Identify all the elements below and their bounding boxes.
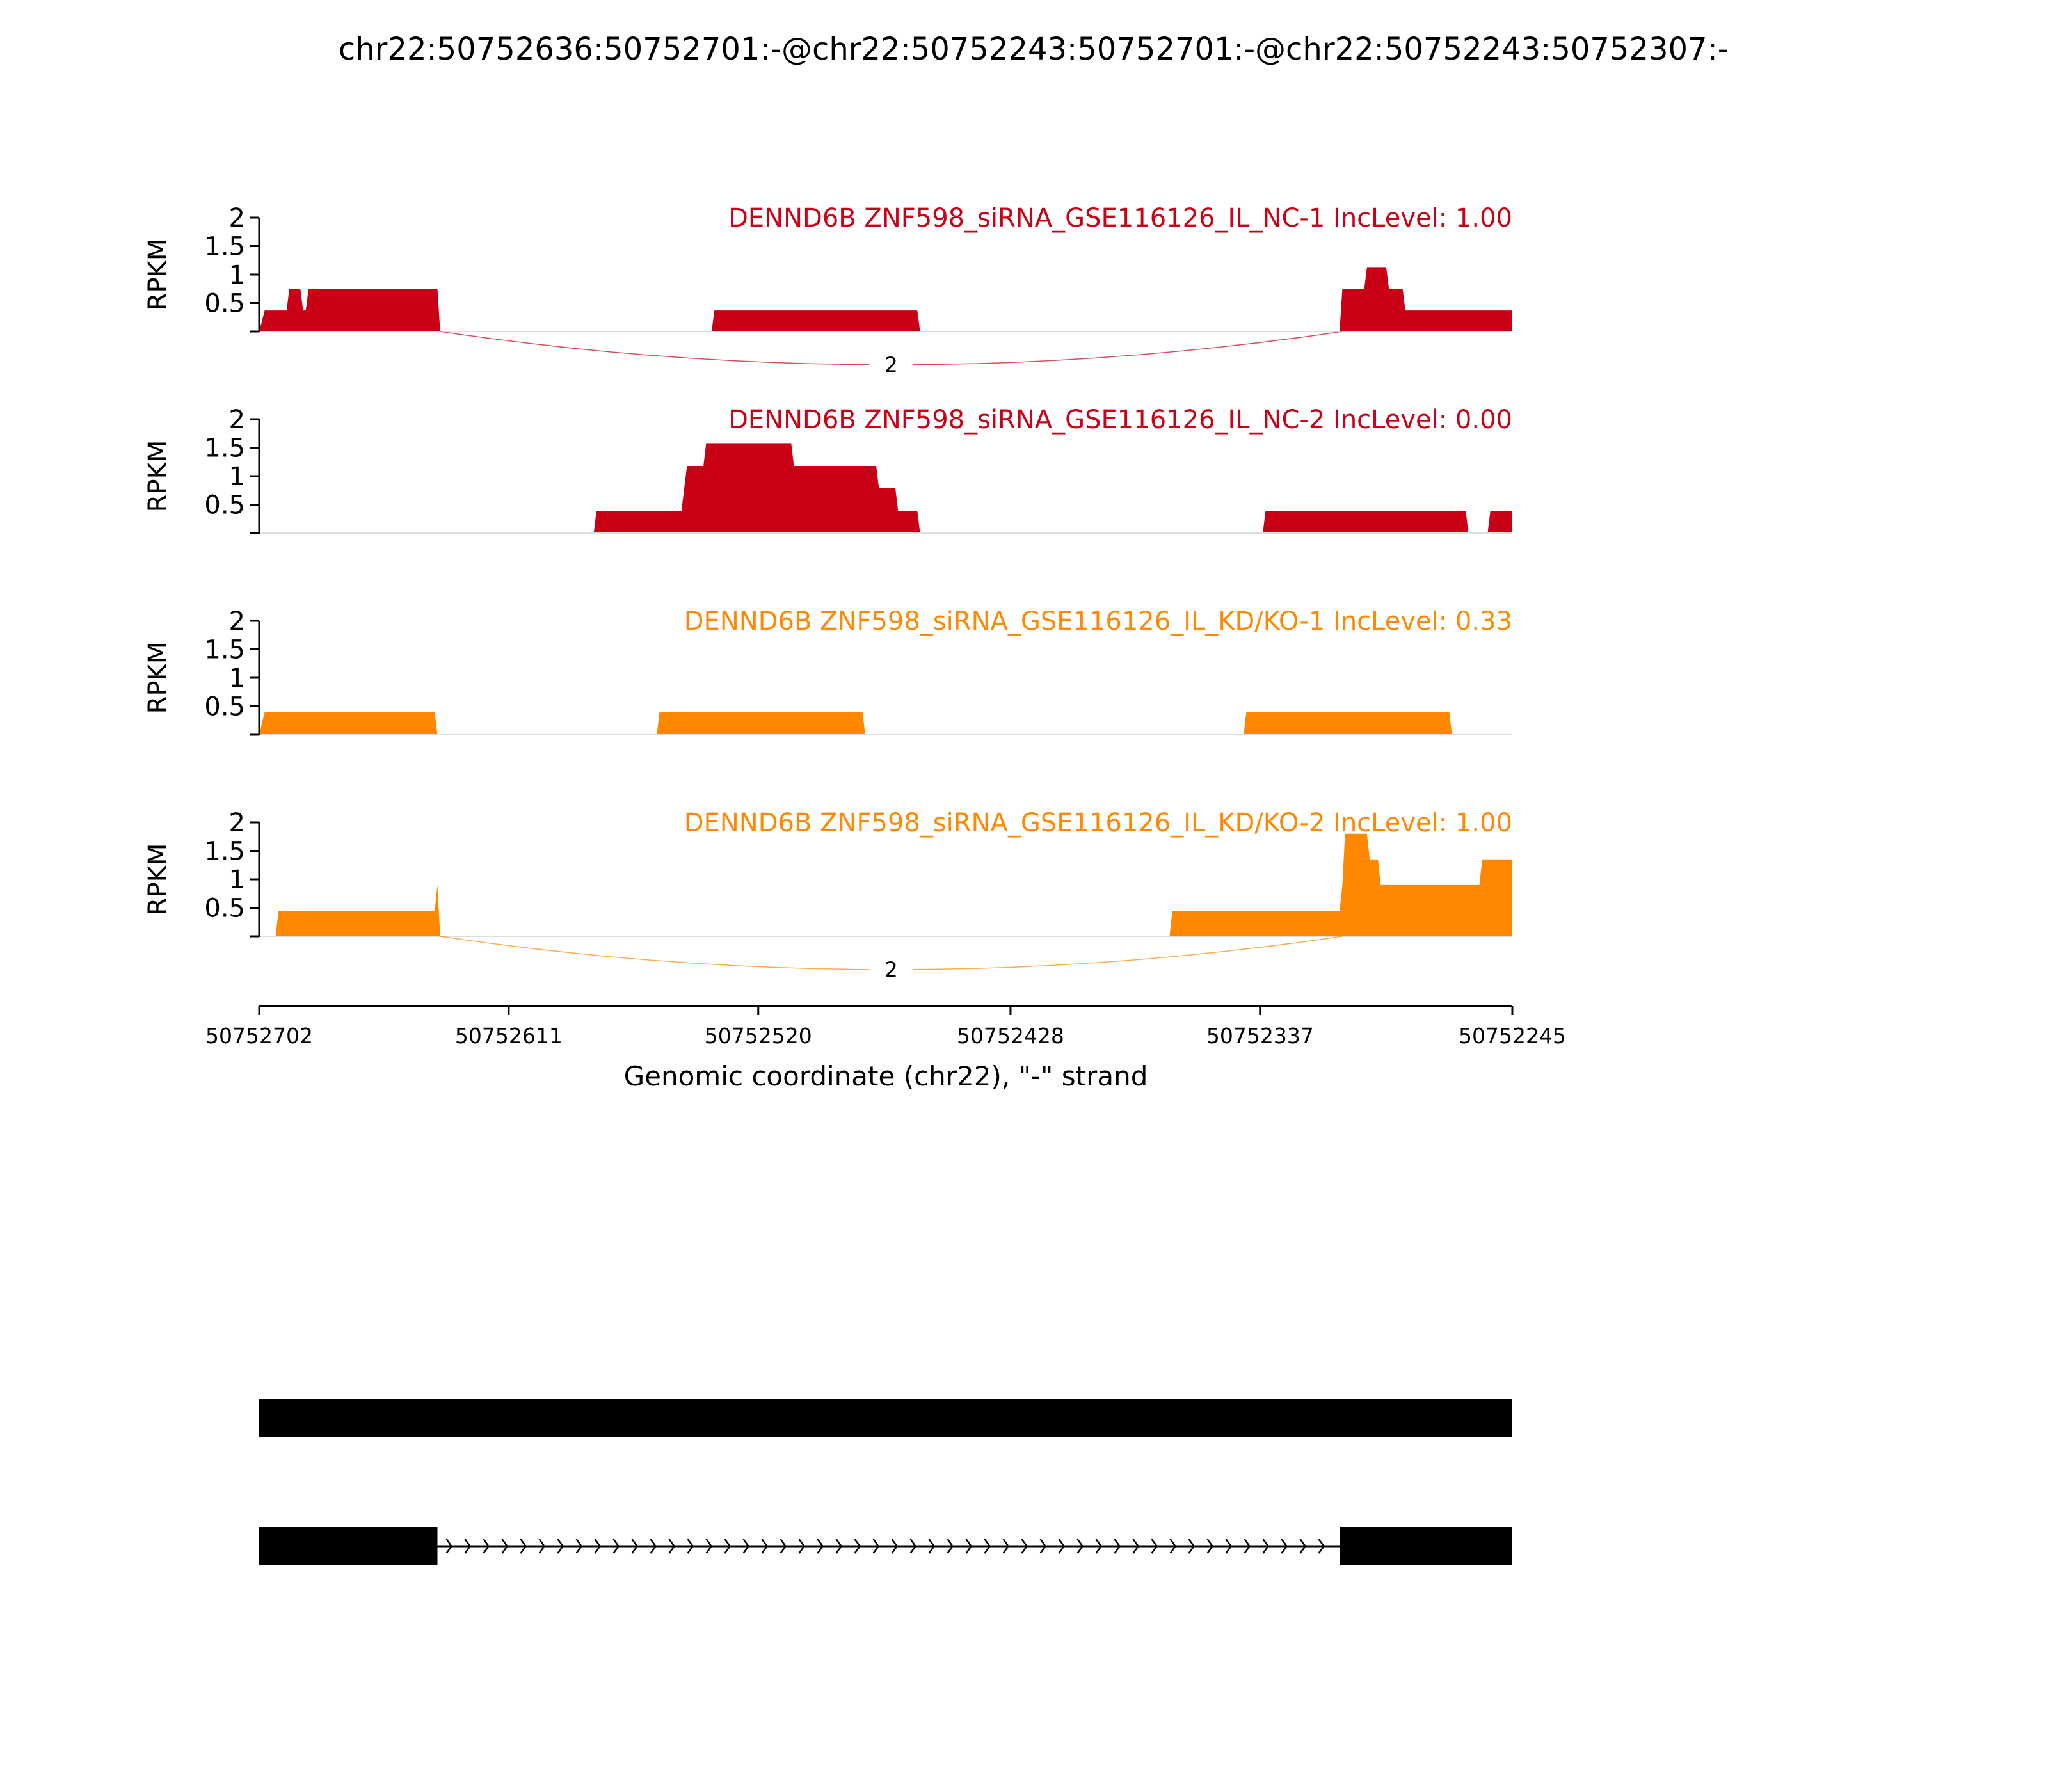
y-tick-label: 1 [228,664,245,693]
track-4 [143,808,1512,984]
exon-block [259,1399,1512,1437]
y-tick-label: 1.5 [204,836,245,867]
coverage-tracks [143,204,1512,984]
y-tick-label: 1.5 [204,635,245,665]
x-axis [205,1006,1566,1092]
y-tick-label: 1.5 [204,232,245,262]
coverage-area [259,443,1512,533]
y-tick-label: 0.5 [204,893,245,924]
y-tick-label: 1 [228,865,245,895]
figure-title: chr22:50752636:50752701:-@chr22:50752243:50752701:-@chr22:50752243:50752307:- [338,31,1729,67]
y-tick-label: 1 [228,462,245,492]
y-tick-label: 2 [228,808,245,838]
y-tick-label: 2 [228,204,245,233]
y-tick-label: 0.5 [204,289,245,319]
x-tick-label: 50752245 [1459,1023,1566,1048]
y-tick-label: 1.5 [204,433,245,463]
coverage-area [259,834,1512,936]
y-tick-label: 2 [228,607,245,636]
x-axis-label: Genomic coordinate (chr22), "-" strand [623,1060,1148,1092]
track-title: DENND6B ZNF598_siRNA_GSE116126_IL_KD/KO-2 IncLevel: 1.00 [684,808,1512,838]
x-tick-label: 50752702 [205,1023,313,1048]
track-title: DENND6B ZNF598_siRNA_GSE116126_IL_KD/KO-1 IncLevel: 0.33 [684,607,1512,636]
track-2 [143,405,1512,534]
y-axis-label: RPKM [143,238,173,311]
y-axis-label: RPKM [143,843,173,916]
junction-count-label: 2 [884,353,898,377]
junction-count-label: 2 [884,957,898,982]
y-tick-label: 0.5 [204,692,245,722]
exon-block [259,1527,437,1565]
y-tick-label: 2 [228,405,245,435]
track-title: DENND6B ZNF598_siRNA_GSE116126_IL_NC-2 IncLevel: 0.00 [728,405,1512,435]
exon-block [1340,1527,1512,1565]
y-axis-label: RPKM [143,440,173,513]
x-tick-label: 50752428 [956,1023,1064,1048]
gene-model-2 [259,1527,1512,1565]
gene-model-1 [259,1399,1512,1437]
track-1 [143,204,1512,379]
x-tick-label: 50752337 [1206,1023,1314,1048]
track-title: DENND6B ZNF598_siRNA_GSE116126_IL_NC-1 IncLevel: 1.00 [728,204,1512,233]
x-tick-label: 50752520 [704,1023,812,1048]
y-axis-label: RPKM [143,641,173,714]
coverage-area [259,712,1512,735]
track-3 [143,607,1512,735]
coverage-area [259,267,1512,332]
gene-models [259,1399,1512,1565]
y-tick-label: 1 [228,260,245,290]
y-tick-label: 0.5 [204,490,245,520]
x-tick-label: 50752611 [454,1023,563,1048]
